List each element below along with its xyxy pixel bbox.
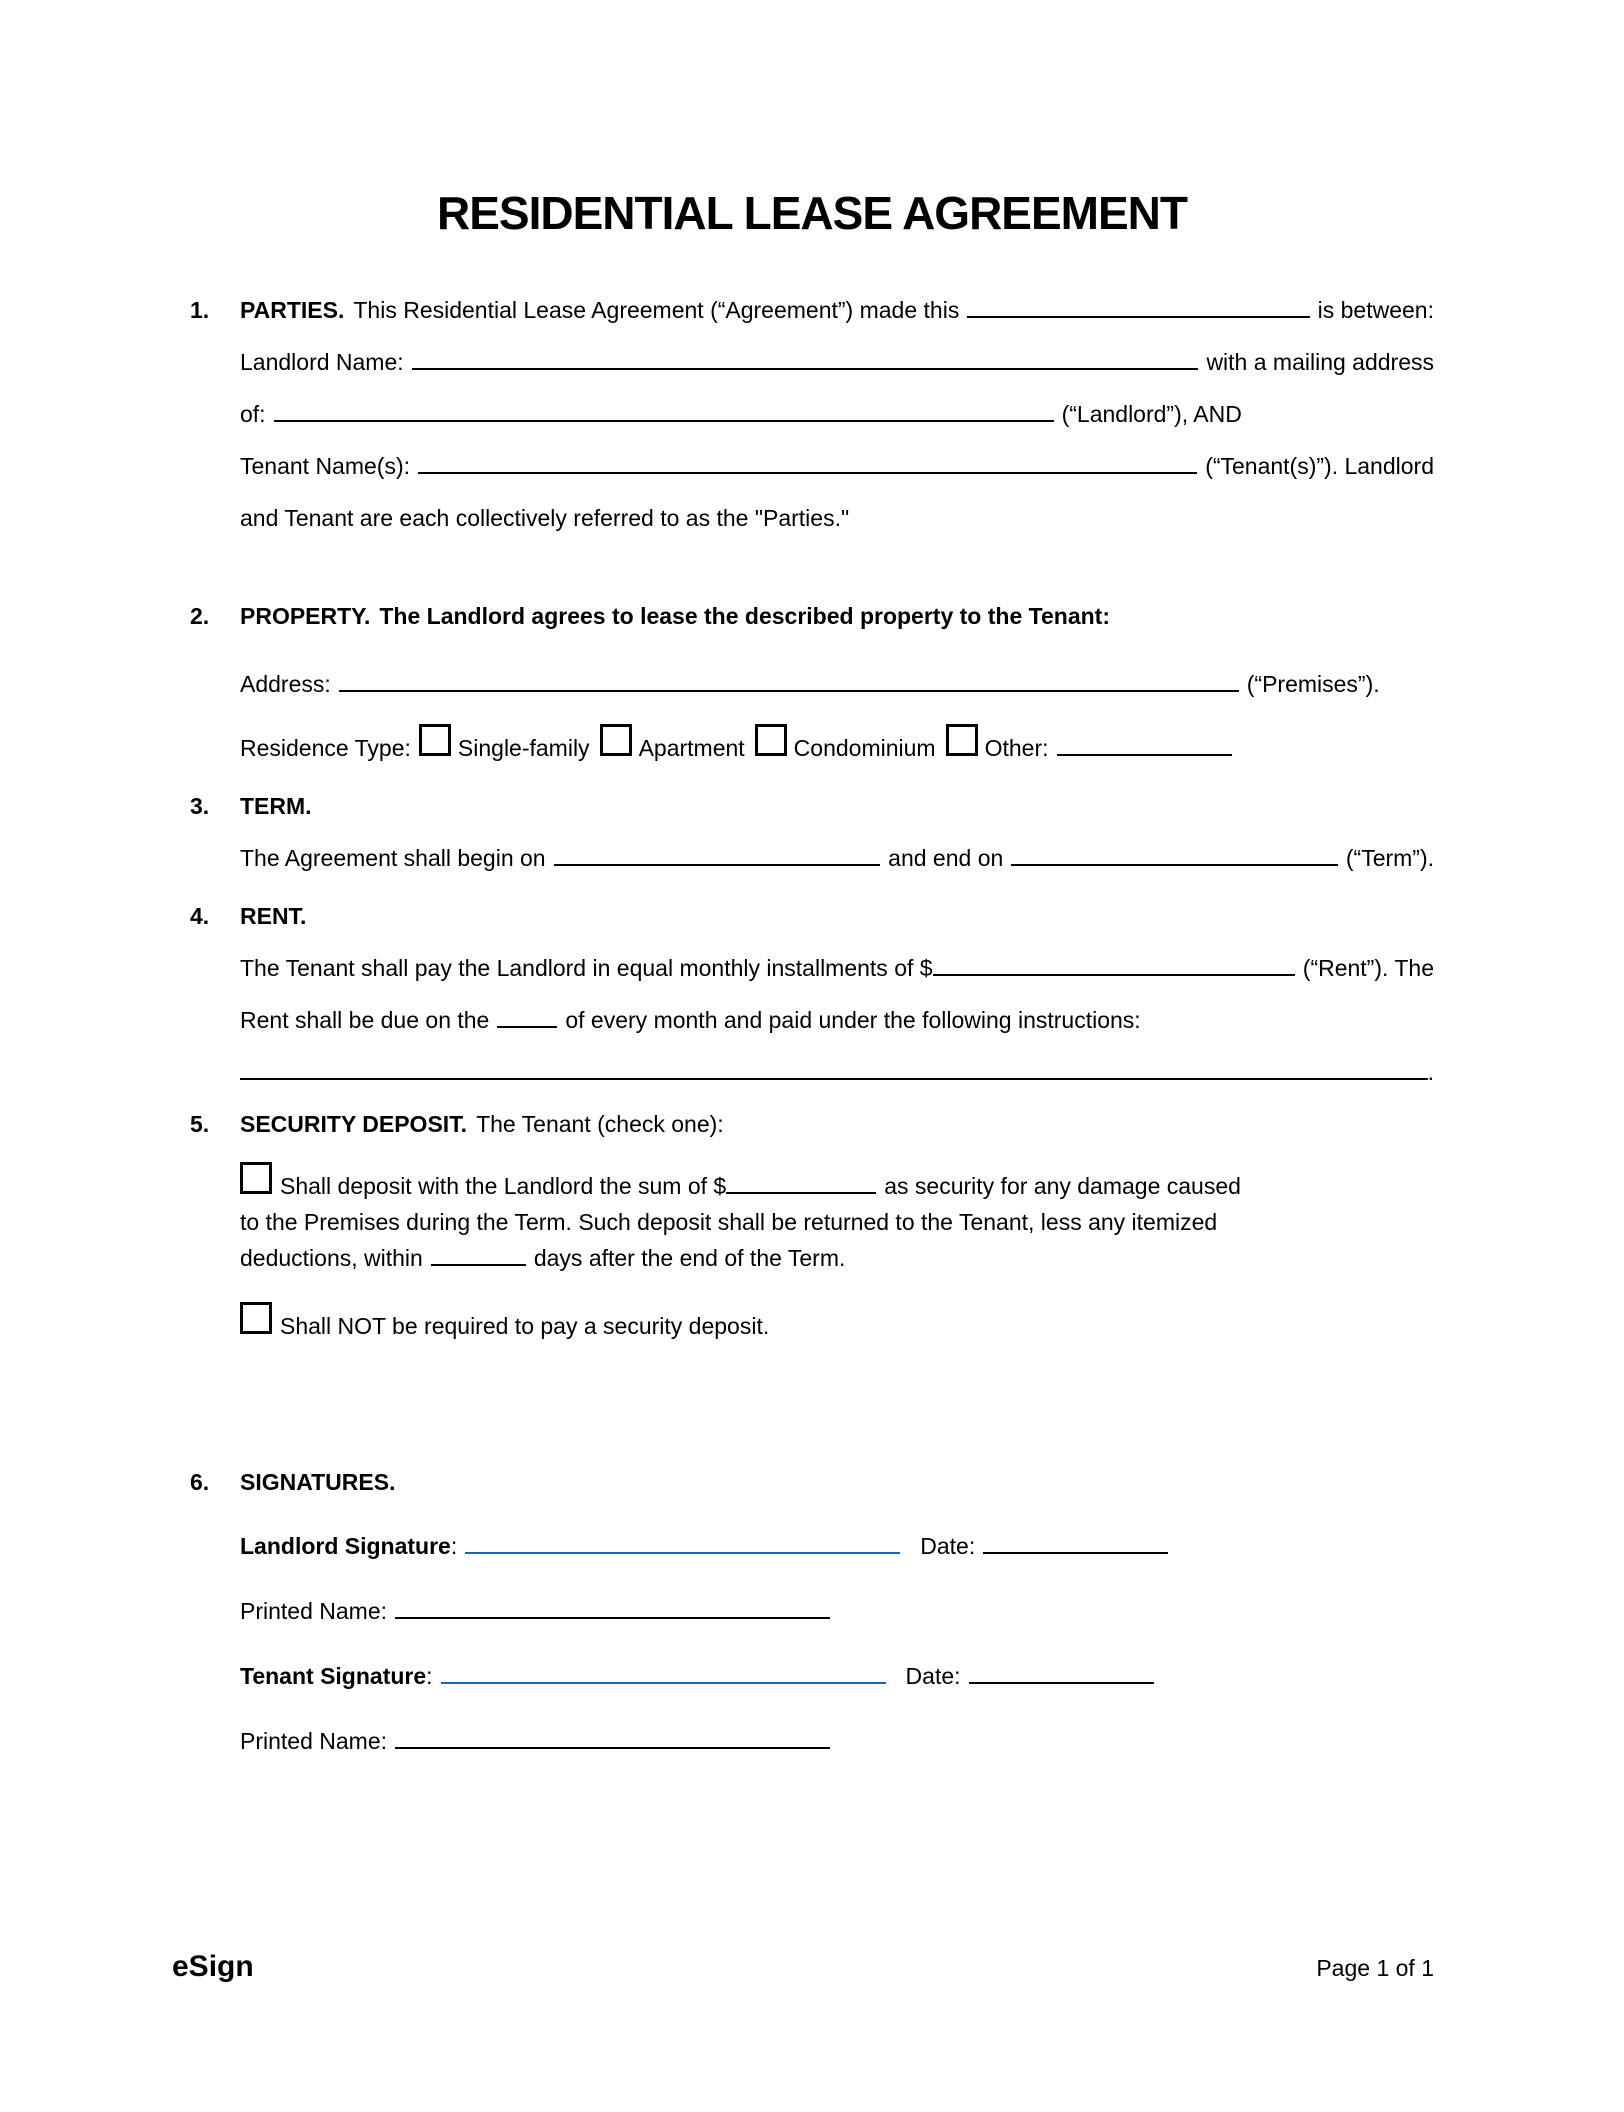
- section-property: [190, 590, 1434, 774]
- section-heading: TERM.: [240, 793, 312, 819]
- term-end-text: and end on: [888, 845, 1004, 871]
- deposit-option-2: [240, 1302, 1434, 1344]
- parties-line-5: [240, 492, 1434, 544]
- of-label: of:: [240, 401, 266, 427]
- term-begin-text: The Agreement shall begin on: [240, 845, 546, 871]
- tenant-signature-label: Tenant Signature: [240, 1663, 427, 1689]
- landlord-printed-name-row: [240, 1579, 1434, 1644]
- checkbox-no-deposit[interactable]: [240, 1302, 272, 1334]
- landlord-name-label: Landlord Name:: [240, 349, 404, 375]
- deposit-option1-line-2: [240, 1204, 1434, 1240]
- other-residence-blank[interactable]: [1057, 754, 1232, 756]
- rent-term-text: (“Rent”). The: [1302, 955, 1434, 981]
- section-heading: SIGNATURES.: [240, 1469, 396, 1495]
- payment-instructions-blank[interactable]: [240, 1078, 1428, 1080]
- rent-line-2: [240, 994, 1434, 1046]
- landlord-date-blank[interactable]: [983, 1552, 1168, 1554]
- parties-line-2: [240, 336, 1434, 388]
- section-signatures: [190, 1456, 1434, 1774]
- deposit-return-days-blank[interactable]: [431, 1264, 526, 1266]
- checkbox-single-family[interactable]: [419, 724, 451, 756]
- section-number: 2.: [190, 603, 210, 629]
- rent-due-text: Rent shall be due on the: [240, 1007, 490, 1033]
- rent-line-3: [240, 1046, 1434, 1098]
- option-other-label: Other:: [984, 735, 1049, 761]
- property-address-blank[interactable]: [339, 690, 1239, 692]
- option-apartment-label: Apartment: [638, 735, 745, 761]
- rent-amount-text: The Tenant shall pay the Landlord in equal monthly installments of $: [240, 955, 933, 981]
- period-text: .: [1427, 1059, 1434, 1085]
- checkbox-condominium[interactable]: [755, 724, 787, 756]
- section-term: [190, 780, 1434, 884]
- section-heading: SECURITY DEPOSIT.: [240, 1111, 468, 1137]
- checkbox-apartment[interactable]: [600, 724, 632, 756]
- security-heading-rest: The Tenant (check one):: [476, 1111, 724, 1137]
- rent-due-day-blank[interactable]: [497, 1026, 557, 1028]
- deposit-option1-line-3: [240, 1240, 1434, 1276]
- residence-type-line: [240, 722, 1434, 774]
- rent-heading-line: [240, 890, 1434, 942]
- page-footer: [172, 1950, 1434, 1984]
- section-number: 1.: [190, 297, 210, 323]
- tenant-term-text: (“Tenant(s)”). Landlord: [1205, 453, 1434, 479]
- address-label: Address:: [240, 671, 331, 697]
- mailing-address-text: with a mailing address: [1206, 349, 1434, 375]
- signatures-heading-line: [240, 1456, 1434, 1508]
- option-condominium-label: Condominium: [793, 735, 936, 761]
- tenant-signature-row: [240, 1644, 1434, 1709]
- tenant-date-blank[interactable]: [969, 1682, 1154, 1684]
- landlord-signature-row: [240, 1514, 1434, 1579]
- section-parties: [190, 284, 1434, 544]
- section-heading: RENT.: [240, 903, 307, 929]
- checkbox-shall-deposit[interactable]: [240, 1162, 272, 1194]
- deposit-text-1: Shall deposit with the Landlord the sum of $: [280, 1173, 727, 1199]
- property-heading-rest: The Landlord agrees to lease the described property to the Tenant:: [379, 603, 1110, 629]
- page-indicator: Page 1 of 1: [1316, 1955, 1434, 1981]
- parties-intro-end: is between:: [1317, 297, 1434, 323]
- agreement-date-blank[interactable]: [967, 316, 1309, 318]
- colon: :: [426, 1663, 433, 1689]
- rent-line-1: [240, 942, 1434, 994]
- deposit-option-1: [240, 1162, 1434, 1276]
- term-body-line: [240, 832, 1434, 884]
- property-address-line: [240, 658, 1434, 710]
- tenant-printed-name-blank[interactable]: [395, 1747, 830, 1749]
- tenant-printed-name-row: [240, 1709, 1434, 1774]
- landlord-printed-name-blank[interactable]: [395, 1617, 830, 1619]
- section-heading: PROPERTY.: [240, 603, 371, 629]
- option-single-family-label: Single-family: [457, 735, 590, 761]
- section-number: 3.: [190, 793, 210, 819]
- term-heading-line: [240, 780, 1434, 832]
- deposit-amount-blank[interactable]: [726, 1192, 876, 1194]
- section-rent: [190, 890, 1434, 1098]
- landlord-term-text: (“Landlord”), AND: [1061, 401, 1242, 427]
- premises-term-text: (“Premises”).: [1246, 671, 1380, 697]
- deposit-text-3: to the Premises during the Term. Such deposit shall be returned to the Tenant, less any itemized: [240, 1209, 1218, 1235]
- landlord-signature-label: Landlord Signature: [240, 1533, 451, 1559]
- document-title: RESIDENTIAL LEASE AGREEMENT: [437, 187, 1187, 239]
- parties-line-3: [240, 388, 1434, 440]
- no-deposit-text: Shall NOT be required to pay a security deposit.: [280, 1313, 770, 1339]
- rent-instructions-text: of every month and paid under the following instructions:: [565, 1007, 1141, 1033]
- date-label: Date:: [920, 1533, 976, 1559]
- landlord-name-blank[interactable]: [412, 368, 1199, 370]
- property-heading-line: [240, 590, 1434, 642]
- landlord-address-blank[interactable]: [274, 420, 1054, 422]
- tenant-names-blank[interactable]: [418, 472, 1197, 474]
- deposit-option1-line-1: [240, 1162, 1434, 1204]
- deposit-text-5: days after the end of the Term.: [533, 1245, 846, 1271]
- deposit-text-4: deductions, within: [240, 1245, 423, 1271]
- term-term-text: (“Term”).: [1345, 845, 1435, 871]
- security-heading-line: [240, 1098, 1434, 1150]
- term-end-date-blank[interactable]: [1011, 864, 1338, 866]
- colon: :: [450, 1533, 458, 1559]
- term-start-date-blank[interactable]: [554, 864, 881, 866]
- parties-closing-text: and Tenant are each collectively referred to as the "Parties.": [240, 505, 850, 531]
- tenant-names-label: Tenant Name(s):: [240, 453, 411, 479]
- residence-type-label: Residence Type:: [240, 735, 411, 761]
- checkbox-other[interactable]: [946, 724, 978, 756]
- printed-name-label: Printed Name:: [240, 1728, 388, 1754]
- date-label: Date:: [905, 1663, 961, 1689]
- deposit-text-2: as security for any damage caused: [884, 1173, 1241, 1199]
- parties-intro-text: This Residential Lease Agreement (“Agreement”) made this: [353, 297, 960, 323]
- parties-line-4: [240, 440, 1434, 492]
- printed-name-label: Printed Name:: [240, 1598, 388, 1624]
- section-number: 4.: [190, 903, 210, 929]
- section-number: 5.: [190, 1111, 210, 1137]
- section-heading: PARTIES.: [240, 297, 345, 323]
- rent-amount-blank[interactable]: [933, 974, 1295, 976]
- landlord-signature-line[interactable]: [465, 1552, 900, 1554]
- brand-logo: eSign: [172, 1950, 254, 1983]
- parties-line-1: [240, 284, 1434, 336]
- tenant-signature-line[interactable]: [441, 1682, 886, 1684]
- section-security-deposit: [190, 1098, 1434, 1344]
- section-number: 6.: [190, 1469, 210, 1495]
